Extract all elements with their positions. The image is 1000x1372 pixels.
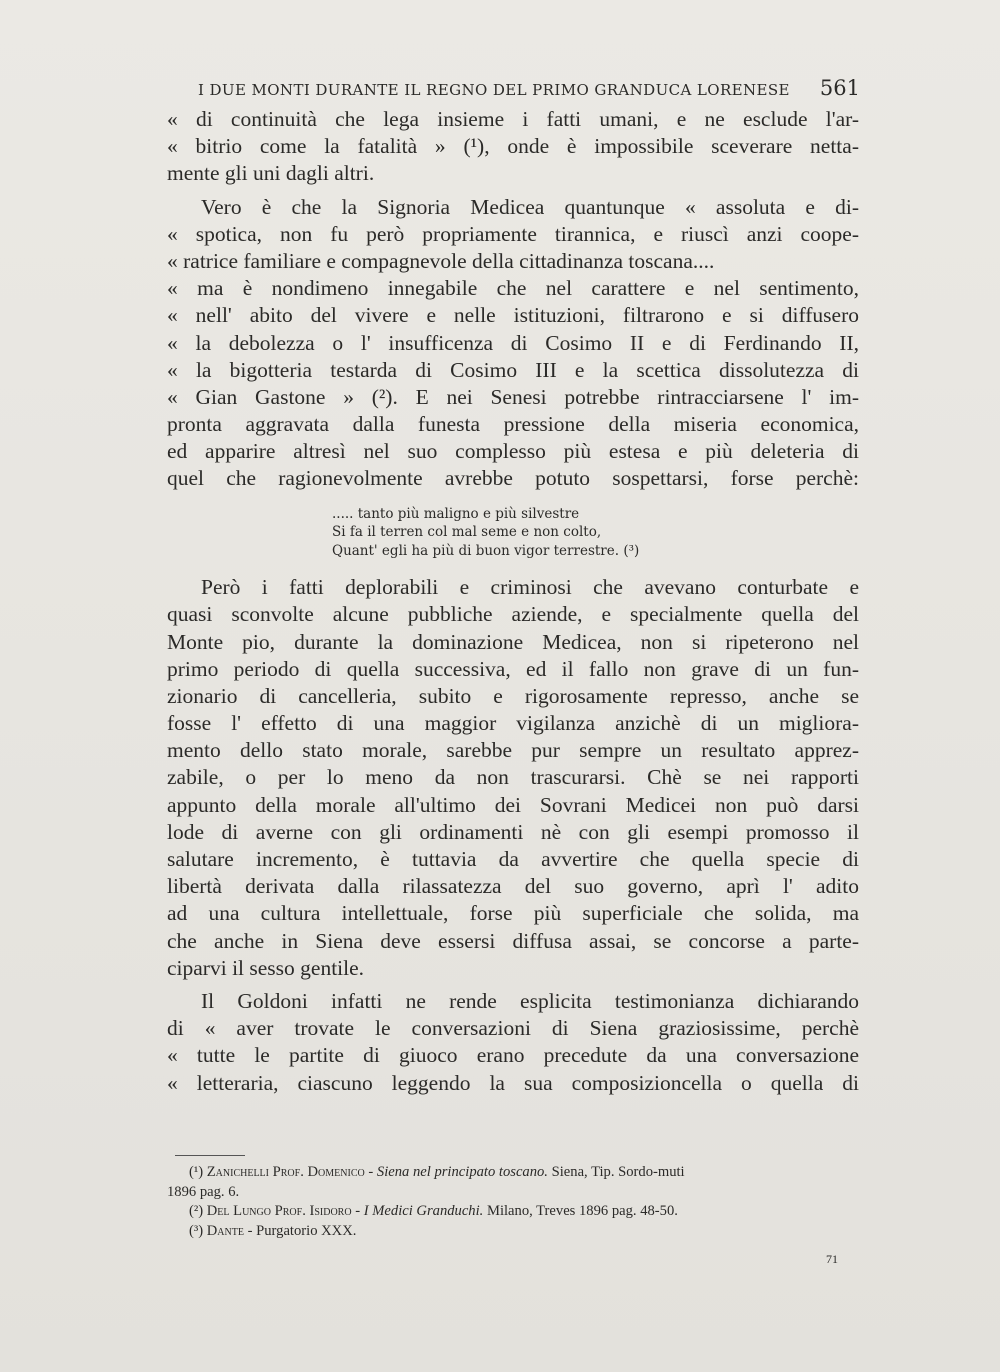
text-line: « ma è nondimeno innegabile che nel carattere e nel sentimento,: [167, 276, 859, 301]
text-line: libertà derivata dalla rilassatezza del suo governo, aprì l' adito: [167, 874, 859, 899]
footnote-mark: (²): [189, 1203, 204, 1219]
text-line: « spotica, non fu però propriamente tirannica, e riuscì anzi coope-: [167, 221, 859, 246]
footnote-1-continued: 1896 pag. 6.: [167, 1183, 240, 1200]
footnote-rest: Siena, Tip. Sordo-muti: [551, 1164, 685, 1180]
text-line: zabile, o per lo meno da non trascurarsi. Chè se nei rapporti: [167, 765, 859, 790]
text-line: pronta aggravata dalla funesta pressione della miseria economica,: [167, 412, 859, 437]
text-line: « letteraria, ciascuno leggendo la sua composizioncella o quella di: [167, 1070, 859, 1095]
footnotes: [167, 1163, 859, 1241]
text-line: « di continuità che lega insieme i fatti umani, e ne esclude l'ar-: [167, 107, 859, 131]
verse-line: ..... tanto più maligno e più silvestre: [332, 505, 580, 522]
verse-line: Quant' egli ha più di buon vigor terrestre. (³): [332, 542, 640, 559]
footnote-author: Dante: [206, 1222, 244, 1239]
footnote-divider: [175, 1155, 245, 1156]
footnote-2: (²) Del Lungo Prof. Isidoro - I Medici Granduchi. Milano, Treves 1896 pag. 48-50.: [189, 1203, 678, 1219]
body-text: [167, 106, 859, 1097]
text-line: « tutte le partite di giuoco erano precedute da una conversazione: [167, 1043, 859, 1068]
text-line: ed apparire altresì nel suo complesso più estesa e più deleteria di: [167, 439, 859, 464]
paragraph-1: [167, 106, 859, 188]
verse-quotation: [332, 505, 859, 561]
footnote-mark: (³): [189, 1222, 204, 1239]
text-line: mente gli uni dagli altri.: [167, 161, 375, 186]
text-line: ad una cultura intellettuale, forse più superficiale che solida, ma: [167, 901, 859, 926]
text-line: quasi sconvolte alcune pubbliche aziende, e specialmente quella del: [167, 602, 859, 627]
footnote-title: Siena nel principato toscano.: [376, 1164, 548, 1180]
footnote-title: I Medici Granduchi.: [363, 1203, 484, 1219]
page-number: 561: [819, 76, 860, 100]
footnote-author: Del Lungo Prof. Isidoro: [206, 1203, 352, 1219]
footnote-author: Zanichelli Prof. Domenico: [206, 1164, 365, 1180]
text-line: che anche in Siena deve essersi diffusa assai, se concorse a parte-: [167, 928, 859, 953]
text-line: zionario di cancelleria, subito e rigorosamente represso, anche se: [167, 683, 859, 708]
paragraph-2: [167, 194, 859, 493]
running-header: [198, 76, 860, 100]
printer-signature: 71: [826, 1252, 838, 1266]
text-line: Monte pio, durante la dominazione Medicea, non si ripeterono nel: [167, 629, 859, 654]
text-line: salutare incremento, è tuttavia da avvertire che quella specie di: [167, 847, 859, 871]
footnote-rest: Milano, Treves 1896 pag. 48-50.: [486, 1203, 678, 1219]
text-line: quel che ragionevolmente avrebbe potuto sospettarsi, forse perchè:: [167, 466, 859, 491]
footnote-3: (³) Dante - Purgatorio XXX.: [189, 1222, 357, 1239]
text-line: appunto della morale all'ultimo dei Sovrani Medicei non può darsi: [167, 792, 859, 817]
text-line: « bitrio come la fatalità » (¹), onde è impossibile sceverare netta-: [167, 134, 859, 159]
text-line: ciparvi il sesso gentile.: [167, 955, 365, 980]
running-title: I DUE MONTI DURANTE IL REGNO DEL PRIMO GRANDUCA LORENESE: [198, 81, 790, 99]
text-line: Il Goldoni infatti ne rende esplicita testimonianza dichiarando: [201, 988, 859, 1013]
text-line: « ratrice familiare e compagnevole della cittadinanza toscana....: [167, 248, 715, 273]
text-line: « la debolezza o l' insufficenza di Cosimo II e di Ferdinando II,: [167, 330, 859, 355]
text-line: « nell' abito del vivere e nelle istituzioni, filtrarono e si diffusero: [167, 303, 859, 328]
text-line: Vero è che la Signoria Medicea quantunque « assoluta e di-: [201, 194, 859, 219]
footnote-rest: Purgatorio XXX.: [256, 1222, 357, 1239]
text-line: « la bigotteria testarda di Cosimo III e la scettica dissolutezza di: [167, 357, 859, 382]
footnote-1: (¹) Zanichelli Prof. Domenico - Siena nel principato toscano. Siena, Tip. Sordo-muti: [189, 1164, 685, 1180]
footnote-mark: (¹): [189, 1164, 204, 1180]
text-line: di « aver trovate le conversazioni di Siena graziosissime, perchè: [167, 1016, 859, 1041]
text-line: fosse l' effetto di una maggior vigilanza anzichè di un migliora-: [167, 711, 859, 736]
text-line: primo periodo di quella successiva, ed il fallo non grave di un fun-: [167, 656, 859, 681]
paragraph-4: [167, 988, 859, 1097]
text-line: lode di averne con gli ordinamenti nè con gli esempi promosso il: [167, 819, 859, 844]
text-line: « Gian Gastone » (²). E nei Senesi potrebbe rintracciarsene l' im-: [167, 384, 859, 409]
verse-line: Si fa il terren col mal seme e non colto,: [332, 524, 602, 541]
text-line: mento dello stato morale, sarebbe pur sempre un resultato apprez-: [167, 738, 859, 763]
paragraph-3: [167, 574, 859, 982]
text-line: Però i fatti deplorabili e criminosi che avevano conturbate e: [201, 575, 859, 600]
